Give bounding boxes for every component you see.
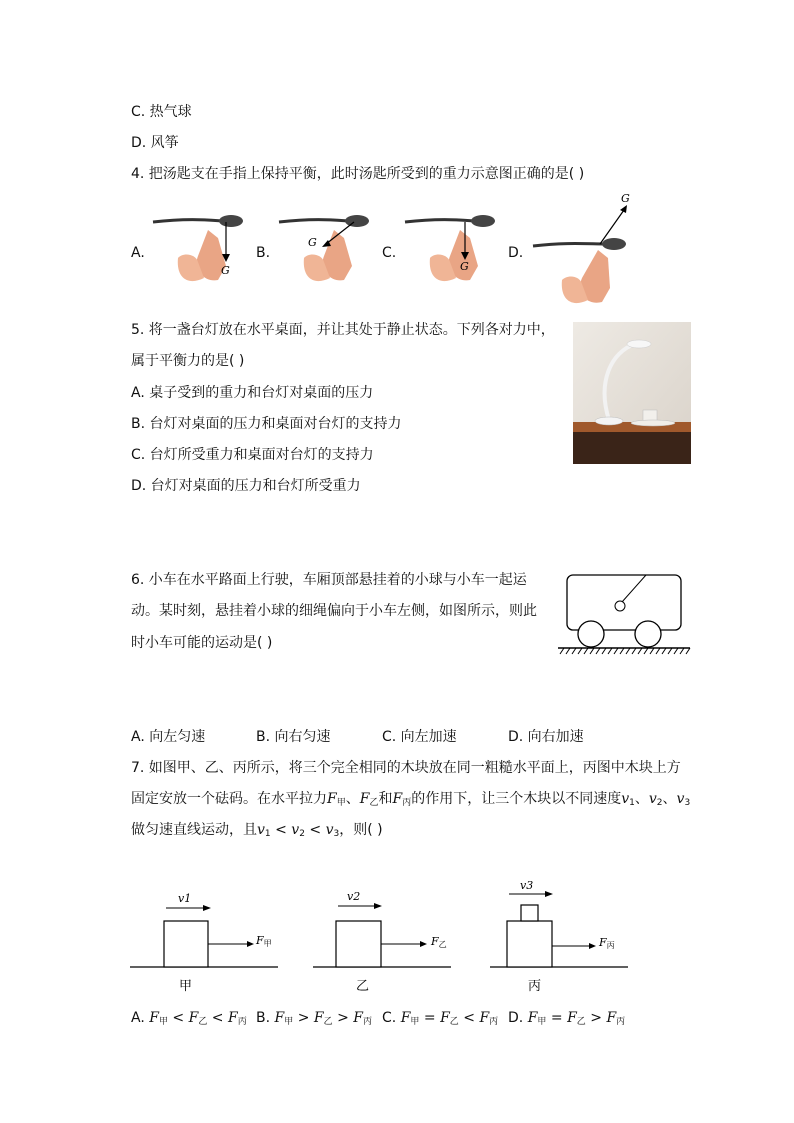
q6-cart-figure xyxy=(556,570,692,660)
q3-option-d: D. 风筝 xyxy=(131,135,179,151)
desk-lamp-photo xyxy=(573,322,691,464)
q6-option-d: D. 向右加速 xyxy=(508,729,584,745)
q4-option-a-label: A. xyxy=(131,245,145,261)
q5-stem-line1: 5. 将一盏台灯放在水平桌面，并让其处于静止状态。下列各对力中， xyxy=(131,322,555,338)
q7-stem-line2: 固定安放一个砝码。在水平拉力$F_甲$、$F_乙$和$F_丙$的作用下，让三个木块以不同速度$v_1$、$v_2$、$v_3$ xyxy=(131,791,691,808)
q7-label-bing: 丙 xyxy=(528,979,542,994)
q4-c-force-label: G xyxy=(460,260,469,273)
q4-a-force-label: G xyxy=(221,264,230,277)
q4-figure-a xyxy=(148,208,248,293)
q7-stem-line1: 7. 如图甲、乙、丙所示，将三个完全相同的木块放在同一粗糙水平面上，丙图中木块上方 xyxy=(131,760,681,776)
q5-option-c: C. 台灯所受重力和桌面对台灯的支持力 xyxy=(131,447,374,463)
q7-v2-label: v2 xyxy=(347,890,361,903)
q5-option-a: A. 桌子受到的重力和台灯对桌面的压力 xyxy=(131,385,374,401)
q6-option-c: C. 向左加速 xyxy=(382,729,457,745)
q7-option-d: D. $F_甲 = F_乙 > F_丙$ xyxy=(508,1010,626,1027)
q5-option-d: D. 台灯对桌面的压力和台灯所受重力 xyxy=(131,478,361,494)
svg-text:F丙: F丙 xyxy=(599,936,615,950)
q7-blocks-figure xyxy=(128,880,638,998)
q3-option-c: C. 热气球 xyxy=(131,104,192,120)
q4-figure-c xyxy=(400,208,500,293)
svg-text:F甲: F甲 xyxy=(256,934,272,948)
q5-stem-line2: 属于平衡力的是( ) xyxy=(131,353,245,369)
q7-label-yi: 乙 xyxy=(356,979,370,994)
q6-option-a: A. 向左匀速 xyxy=(131,729,206,745)
q5-option-b: B. 台灯对桌面的压力和桌面对台灯的支持力 xyxy=(131,416,402,432)
q7-label-jia: 甲 xyxy=(179,979,193,994)
q4-figure-b xyxy=(274,208,374,293)
q6-stem-line2: 动。某时刻，悬挂着小球的细绳偏向于小车左侧，如图所示，则此 xyxy=(131,603,537,619)
q7-option-a: A. $F_甲 < F_乙 < F_丙$ xyxy=(131,1010,247,1027)
q7-option-b: B. $F_甲 > F_乙 > F_丙$ xyxy=(256,1010,372,1027)
q4-figure-d xyxy=(528,188,648,310)
q6-option-b: B. 向右匀速 xyxy=(256,729,331,745)
q4-option-c-label: C. xyxy=(382,245,397,261)
q7-v1-label: v1 xyxy=(178,892,192,905)
q4-b-force-label: G xyxy=(308,236,317,249)
q7-option-c: C. $F_甲 = F_乙 < F_丙$ xyxy=(382,1010,499,1027)
q7-figure-jia xyxy=(130,892,278,994)
q6-stem-line1: 6. 小车在水平路面上行驶，车厢顶部悬挂着的小球与小车一起运 xyxy=(131,572,527,588)
q7-stem-line3: 做匀速直线运动，且$v_1 < v_2 < v_3$，则( ) xyxy=(131,822,383,839)
q4-d-force-label: G xyxy=(621,192,630,205)
q7-figure-bing xyxy=(490,880,628,994)
q4-option-d-label: D. xyxy=(508,245,524,261)
q4-stem: 4. 把汤匙支在手指上保持平衡，此时汤匙所受到的重力示意图正确的是( ) xyxy=(131,166,585,182)
q7-figure-yi xyxy=(313,890,451,994)
svg-text:F乙: F乙 xyxy=(431,935,447,949)
q7-v3-label: v3 xyxy=(520,880,534,892)
q4-option-b-label: B. xyxy=(256,245,271,261)
q6-stem-line3: 时小车可能的运动是( ) xyxy=(131,635,273,651)
